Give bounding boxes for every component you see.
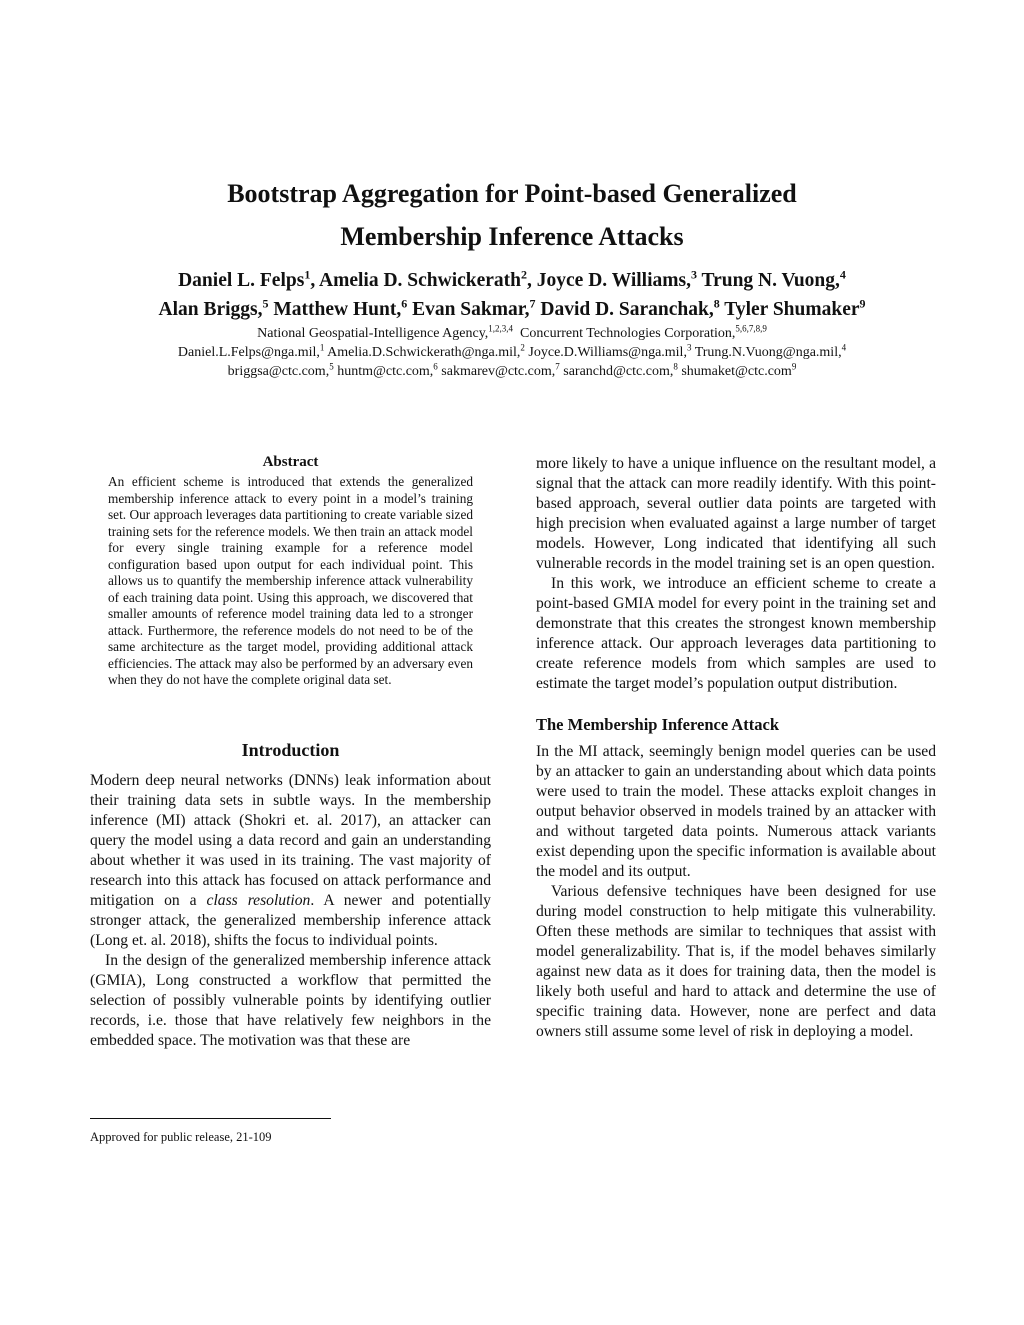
right-paragraph-2: In this work, we introduce an efficient scheme to create a point-based GMIA model for every point in the training set and demonstrate that this creates the strongest known membership inference attack. Our approach leverages data partitioning to create reference models from which samples are used to estimate the target model’s population output distribution. — [536, 575, 936, 692]
affiliation-nga: National Geospatial-Intelligence Agency, — [257, 326, 489, 341]
abstract-heading: Abstract — [262, 454, 319, 470]
left-column — [90, 452, 491, 1051]
author-sup: 9 — [859, 296, 866, 311]
author-name: Trung N. Vuong, — [701, 270, 840, 291]
paper-title-line-2: Membership Inference Attacks — [340, 222, 684, 251]
abstract-text: An efficient scheme is introduced that extends the generalized membership inference attack to every point in a model’s training set. Our approach leverages data partitioning to create variable sized training sets for the reference models. We then train an attack model for every single training example for a reference model configuration based upon output for each individual point. This allows us to quantify the membership inference attack vulnerability of each training data point. Using this approach, we discovered that smaller amounts of reference model training data led to a stronger attack. Furthermore, the reference models do not need to be of the same architecture as the target model, providing additional attack efficiencies. The attack may also be performed by an adversary even when they do not have the complete original data set. — [108, 474, 473, 687]
author-sup: 1 — [304, 267, 311, 282]
membership-inference-heading: The Membership Inference Attack — [536, 715, 780, 734]
introduction-heading: Introduction — [241, 739, 340, 760]
right-column — [536, 454, 936, 1042]
author-email: saranchd@ctc.com, — [563, 364, 674, 379]
author-email: Daniel.L.Felps@nga.mil, — [177, 345, 320, 360]
membership-inference-paragraph-2: Various defensive techniques have been designed for use during model construction to help mitigate this vulnerability. Often these methods are similar to techniques that assist with model generalizability. That is, if the model behaves similarly against new data as it does for training data, then the model is likely both useful and hard to attack and determine the use of specific training data. However, none are perfect and data owners still assume some level of risk in deploying a model. — [536, 883, 936, 1040]
right-paragraph-1: more likely to have a unique influence on the resultant model, a signal that the attack can more readily identify. With this point-based approach, several outlier data points are targeted with high precision when evaluated against a large number of target models. However, Long indicated that identifying all such vulnerable records in the model training set is an open question. — [536, 455, 936, 572]
membership-inference-paragraph-1: In the MI attack, seemingly benign model queries can be used by an attacker to gain an understanding about which data points were used to train the model. These attacks exploit changes in output behavior observed in models trained by an attacker with and without targeted data points. Numerous attack variants exist depending upon the specific information is available about the model and its output. — [536, 743, 936, 880]
author-name: Matthew Hunt, — [273, 299, 402, 320]
author-name: Evan Sakmar, — [412, 299, 530, 320]
footnote-divider — [90, 1118, 331, 1119]
author-sup: 6 — [401, 296, 408, 311]
affiliation-line: National Geospatial-Intelligence Agency,$^{1,2,3,4}$ Concurrent Technologies Corporation,$^{5,6,7,8,9}$ — [257, 323, 767, 341]
author-name: Alan Briggs, — [158, 299, 263, 320]
abstract-section — [108, 452, 473, 689]
author-email: Trung.N.Vuong@nga.mil, — [694, 345, 842, 360]
introduction-paragraph-2: In the design of the generalized membership inference attack (GMIA), Long constructed a workflow that permitted the selection of possibly vulnerable points by identifying outlier records, i.e. those that have relatively few neighbors in the embedded space. The motivation was that these are — [90, 951, 491, 1049]
author-sup: 3 — [690, 267, 697, 282]
author-name: Tyler Shumaker — [724, 299, 860, 320]
paper-title-line-1: Bootstrap Aggregation for Point-based Generalized — [227, 179, 797, 208]
author-name: David D. Saranchak, — [540, 299, 714, 320]
footnote-release: Approved for public release, 21-109 — [90, 1130, 272, 1144]
author-sup: 5 — [262, 296, 269, 311]
introduction-paragraph-1: Modern deep neural networks (DNNs) leak information about their training data sets in subtle ways. In the membership inference (MI) attack (Shokri et. al. 2017), an attacker can query the model using a data record and gain an understanding about whether it was used in its training. The vast majority of research into this attack has focused on attack performance and mitigation on a class resolution. A newer and potentially stronger attack, the generalized membership inference attack (Long et. al. 2018), shifts the focus to individual points. — [90, 771, 491, 949]
email-line-1: Daniel.L.Felps@nga.mil,$^1$ Amelia.D.Schwickerath@nga.mil,$^2$ Joyce.D.Williams@nga.mil,$^3$ Trung.N.Vuong@nga.mil,$^4$ — [177, 342, 847, 360]
author-email: Joyce.D.Williams@nga.mil, — [528, 345, 687, 360]
author-sup: 2 — [521, 267, 528, 282]
author-email: shumaket@ctc.com — [681, 364, 792, 379]
italic-term: class resolution — [206, 891, 311, 909]
author-list: Daniel L. Felps$^1$, Amelia D. Schwickerath$^2$, Joyce D. Williams,$^3$ Trung N. Vuong,$^4$ Alan Briggs,$^5$ Matthew Hunt,$^6$ Evan Sakmar,$^7$ David D. Saranchak,$^8$ Tyler Shumaker$^9$ — [158, 267, 866, 320]
paper-title — [100, 172, 924, 258]
email-line-2: briggsa@ctc.com,$^5$ huntm@ctc.com,$^6$ sakmarev@ctc.com,$^7$ saranchd@ctc.com,$^8$ shumaket@ctc.com$^9$ — [227, 361, 797, 379]
author-email: Amelia.D.Schwickerath@nga.mil, — [327, 345, 521, 360]
author-name: Daniel L. Felps — [178, 270, 305, 291]
author-email: huntm@ctc.com, — [337, 364, 434, 379]
author-name: Amelia D. Schwickerath — [319, 270, 522, 291]
author-sup: 8 — [713, 296, 720, 311]
affiliation-ctc: Concurrent Technologies Corporation, — [520, 326, 736, 341]
author-email: sakmarev@ctc.com, — [441, 364, 556, 379]
affiliations-block — [80, 324, 944, 381]
author-sup: 7 — [529, 296, 536, 311]
author-name: Joyce D. Williams, — [536, 270, 691, 291]
author-email: briggsa@ctc.com, — [227, 364, 330, 379]
author-sup: 4 — [839, 267, 846, 282]
